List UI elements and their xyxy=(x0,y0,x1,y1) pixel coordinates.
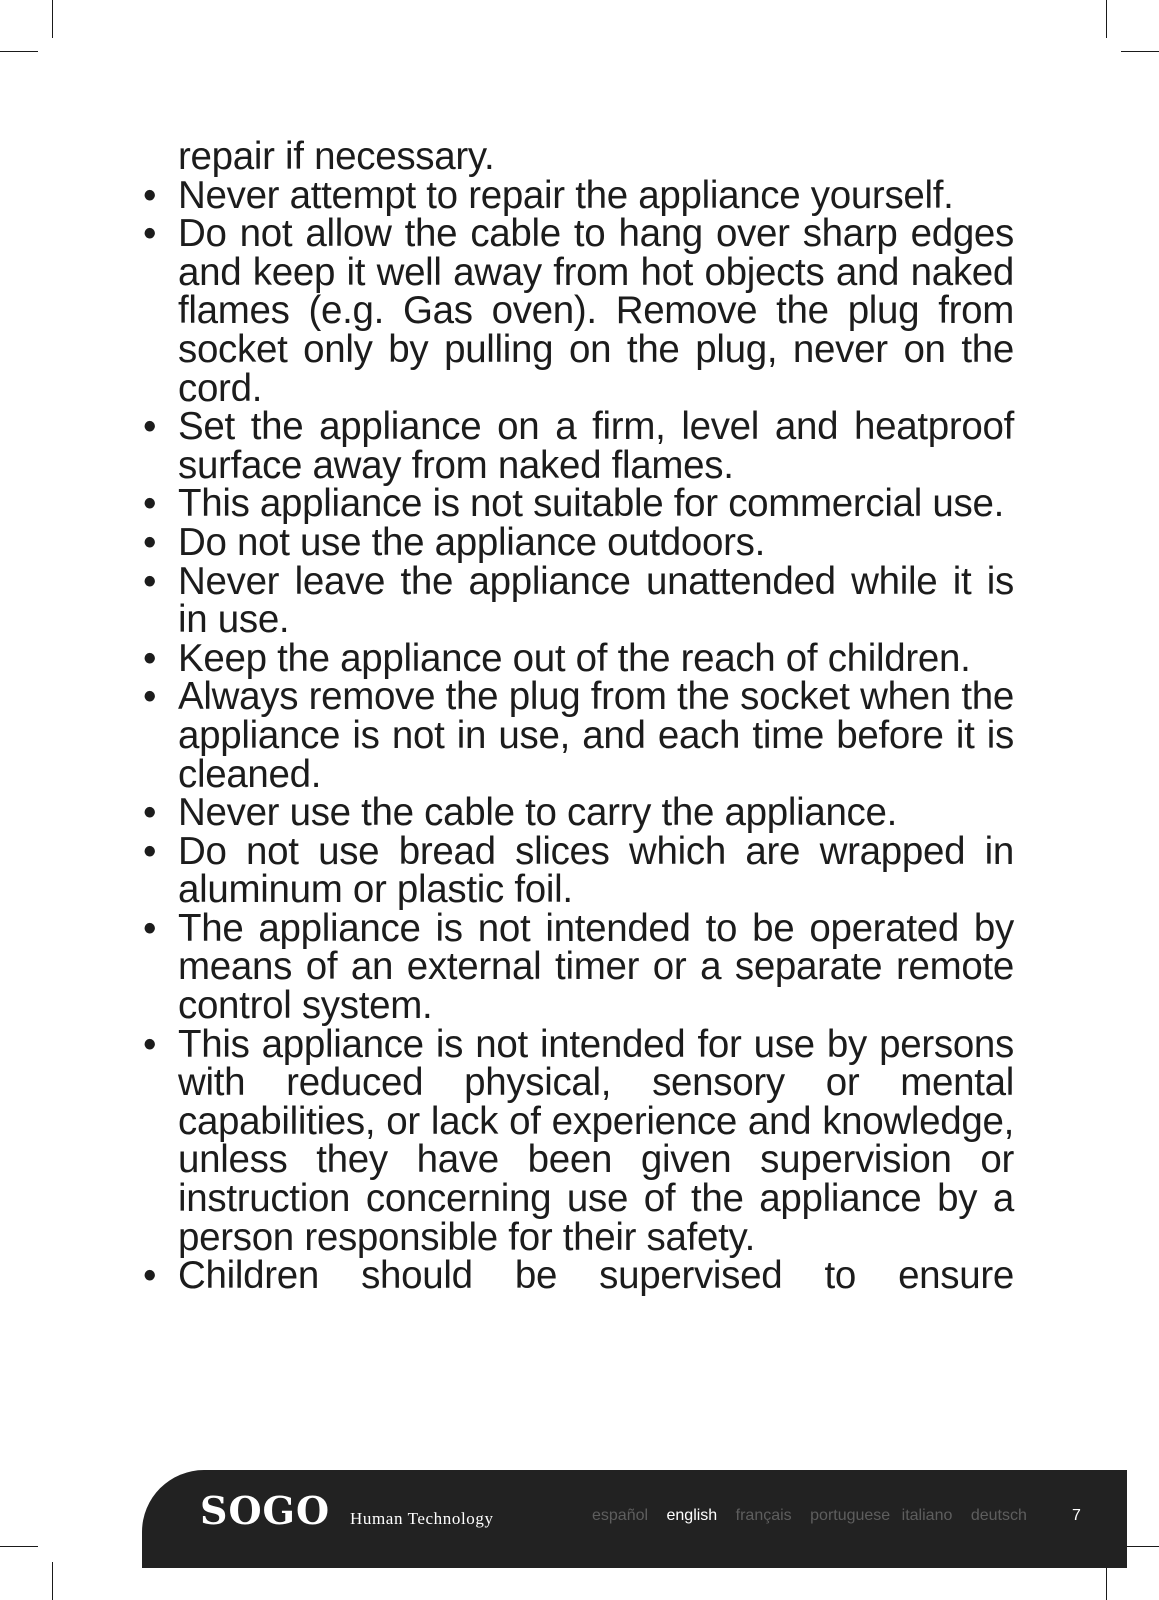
language-link-english[interactable]: english xyxy=(666,1507,718,1524)
language-selector xyxy=(592,1507,1041,1525)
list-item: • Do not use bread slices which are wrapped in aluminum or plastic foil. xyxy=(178,833,1014,910)
safety-bullet-list xyxy=(178,173,1014,1298)
list-item: • Set the appliance on a firm, level and heatproof surface away from naked flames. xyxy=(178,408,1014,485)
page-number: 7 xyxy=(1072,1507,1081,1524)
list-item: • Always remove the plug from the socket when the appliance is not in use, and each time before it is cleaned. xyxy=(178,678,1014,794)
safety-instructions xyxy=(178,135,1014,1298)
crop-mark-top-right-vertical xyxy=(1106,0,1107,38)
list-item: • Never leave the appliance unattended while it is in use. xyxy=(178,563,1014,640)
crop-mark-top-left-vertical xyxy=(52,0,53,38)
list-item: • This appliance is not intended for use by persons with reduced physical, sensory or mental capabilities, or lack of experience and knowledge, unless they have been given supervision or instruction concerning use of the appliance by a person responsible for their safety. xyxy=(178,1026,1014,1258)
list-item: • Children should be supervised to ensure xyxy=(178,1257,1014,1296)
list-item: • Never attempt to repair the appliance yourself. xyxy=(178,177,1014,216)
crop-mark-top-left-horizontal xyxy=(0,51,38,52)
language-link-espanol[interactable]: español xyxy=(592,1507,649,1524)
brand-logo: SOGO xyxy=(200,1488,331,1533)
continued-text: repair if necessary. xyxy=(178,135,495,178)
list-item: • Never use the cable to carry the appliance. xyxy=(178,794,1014,833)
crop-mark-top-right-horizontal xyxy=(1121,51,1159,52)
language-link-portuguese[interactable]: portuguese xyxy=(810,1507,891,1524)
page-footer xyxy=(142,1470,1127,1568)
list-item: • Keep the appliance out of the reach of children. xyxy=(178,640,1014,679)
crop-mark-bottom-left-horizontal xyxy=(0,1546,38,1547)
crop-mark-bottom-left-vertical xyxy=(52,1562,53,1600)
list-item: • Do not allow the cable to hang over sharp edges and keep it well away from hot objects and naked flames (e.g. Gas oven). Remove the plug from socket only by pulling on the plug, never on the cord. xyxy=(178,215,1014,408)
list-item: • This appliance is not suitable for commercial use. xyxy=(178,485,1014,524)
list-item: • Do not use the appliance outdoors. xyxy=(178,524,1014,563)
language-link-italiano[interactable]: italiano xyxy=(901,1507,953,1524)
language-link-francais[interactable]: français xyxy=(735,1507,792,1524)
brand-tagline: Human Technology xyxy=(350,1509,494,1528)
language-link-deutsch[interactable]: deutsch xyxy=(970,1507,1027,1524)
list-item: • The appliance is not intended to be operated by means of an external timer or a separate remote control system. xyxy=(178,910,1014,1026)
